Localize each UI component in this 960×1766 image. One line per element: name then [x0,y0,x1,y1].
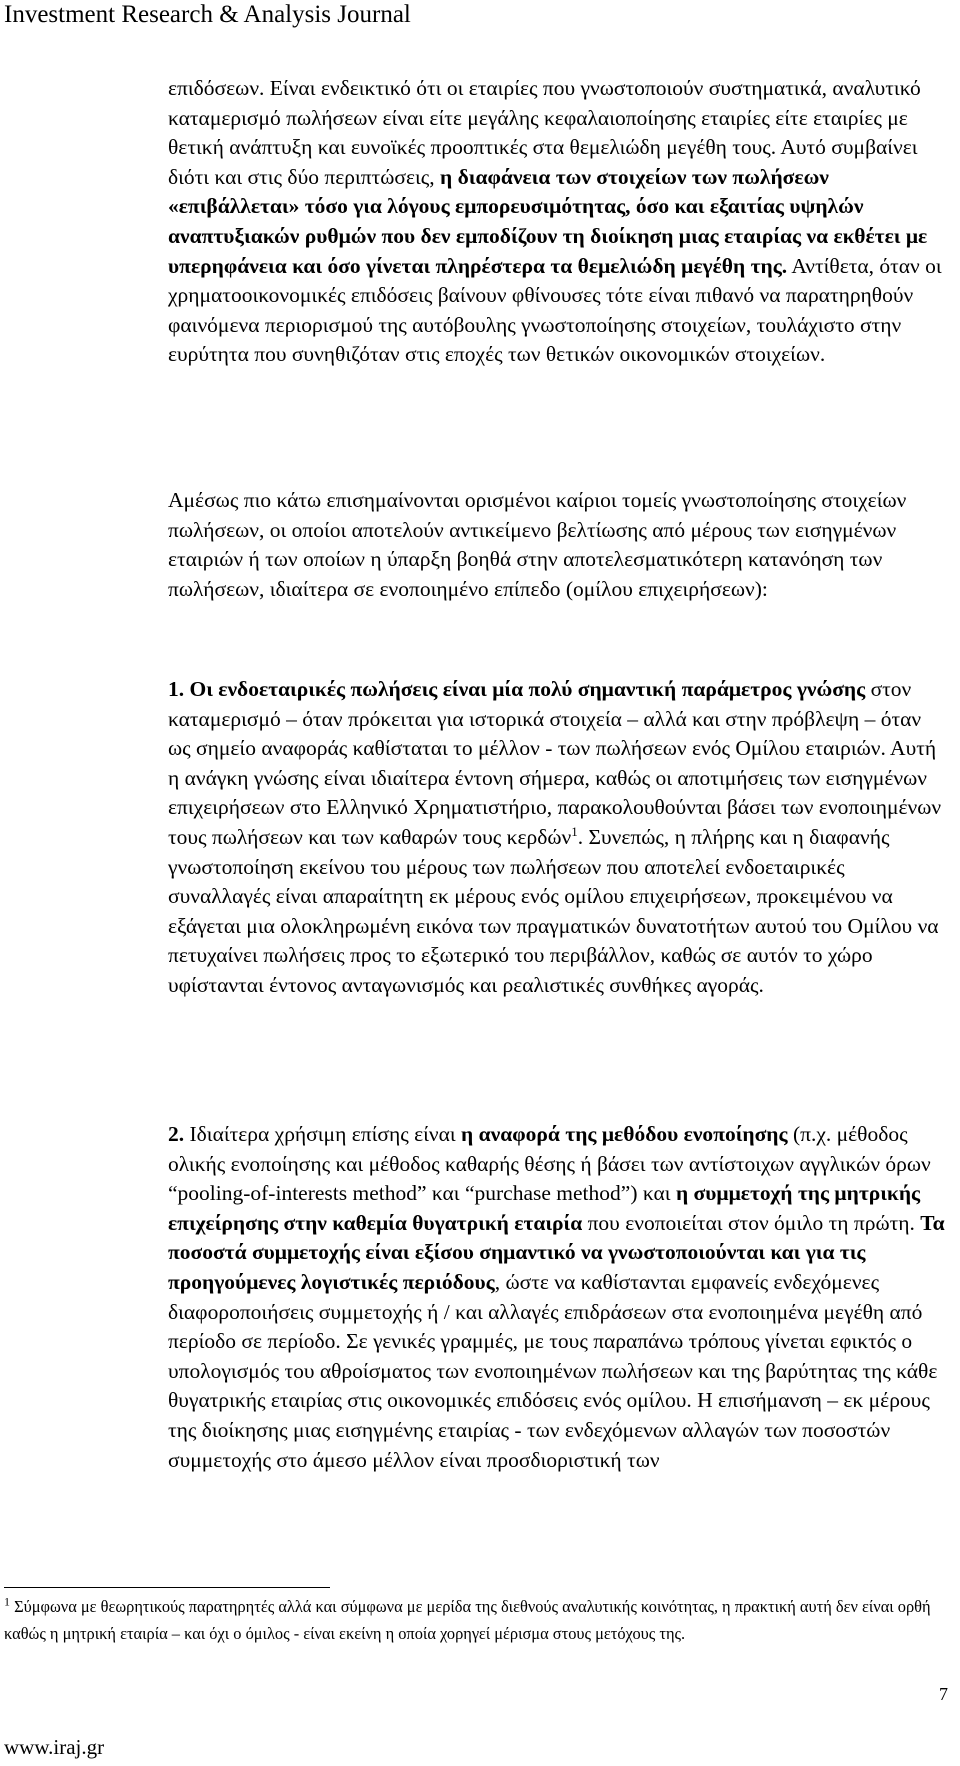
paragraph-3-text-a: στον καταμερισμό – όταν πρόκειται για ιστορικά στοιχεία – αλλά και στην πρόβλεψη – όταν ως σημείο αναφοράς καθίσταται το μέλλον - των πωλήσεων ενός Ομίλου εταιριών. Αυτή η ανάγκη γνώσης είναι ιδιαίτερα έντονη σήμερα, καθώς οι αποτιμήσεις των εισηγμένων επιχειρήσεων στο Ελληνικό Χρηματιστήριο, παρακολουθούνται βάσει των ενοποιημένων τους πωλήσεων και των καθαρών τους κερδών [168,677,942,849]
paragraph-3-text-b: . Συνεπώς, η πλήρης και η διαφανής γνωστοποίηση εκείνου του μέρους των πωλήσεων που αποτελεί ενδοεταιρικές συναλλαγές είναι απαραίτητη εκ μέρους ενός ομίλου επιχειρήσεων, προκειμένου να εξάγεται μια ολοκληρωμένη εικόνα των πραγματικών δυνατοτήτων αυτού του Ομίλου να πετυχαίνει πωλήσεις προς το εξωτερικό του περιβάλλον, καθώς σε αυτόν το χώρο υφίστανται έντονος ανταγωνισμός και ρεαλιστικές συνθήκες αγοράς. [168,824,939,997]
page-number: 7 [939,1684,948,1704]
paragraph-4-text-0: Ιδιαίτερα χρήσιμη επίσης είναι [184,1122,462,1146]
footnote [4,1594,956,1647]
paragraph-3-bold: 1. Οι ενδοεταιρικές πωλήσεις είναι μία πολύ σημαντική παράμετρος γνώσης [168,677,866,701]
paragraph-4-bold-2: η συμμετοχή της μητρικής επιχείρησης στην καθεμία θυγατρική εταιρία [168,1181,921,1235]
paragraph-1-text-a: επιδόσεων. Είναι ενδεικτικό ότι οι εταιρίες που γνωστοποιούν συστηματικά, αναλυτικό καταμερισμό πωλήσεων είναι είτε μεγάλης κεφαλαιοποίησης εταιρίες είτε εταιρίες με θετική ανάπτυξη και ευνοϊκές προοπτικές στα θεμελιώδη μεγέθη τους. Αυτό συμβαίνει διότι και στις δύο περιπτώσεις, [168,76,921,189]
paragraph-4-text-2: που ενοποιείται στον όμιλο τη πρώτη. [582,1210,921,1235]
website-link[interactable]: www.iraj.gr [4,1735,105,1759]
paragraph-3 [168,675,948,1001]
paragraph-4 [168,1120,948,1475]
journal-title: Investment Research & Analysis Journal [4,1,411,28]
paragraph-4-bold-3: Τα ποσοστά συμμετοχής είναι εξίσου σημαντικό να γνωστοποιούνται και για τις προηγούμενες λογιστικές περιόδους [168,1210,945,1294]
paragraph-2-text: Αμέσως πιο κάτω επισημαίνονται ορισμένοι καίριοι τομείς γνωστοποίησης στοιχείων πωλήσεων, οι οποίοι αποτελούν αντικείμενο βελτίωσης από μέρους των εισηγμένων εταιριών ή των οποίων η ύπαρξη βοηθά στην αποτελεσματικότερη κατανόηση των πωλήσεων, ιδιαίτερα σε ενοποιημένο επίπεδο (ομίλου επιχειρήσεων): [168,488,907,601]
paragraph-4-bold-1: η αναφορά της μεθόδου ενοποίησης [461,1122,788,1146]
footnote-divider [4,1587,330,1588]
paragraph-1-bold: η διαφάνεια των στοιχείων των πωλήσεων «επιβάλλεται» τόσο για λόγους εμπορευσιμότητας, όσο και εξαιτίας υψηλών αναπτυξιακών ρυθμών που δεν εμποδίζουν τη διοίκηση μιας εταιρίας να εκθέτει με υπερηφάνεια και όσο γίνεται πληρέστερα τα θεμελιώδη μεγέθη της. [168,164,928,278]
paragraph-2 [168,486,948,604]
paragraph-4-text-3: , ώστε να καθίστανται εμφανείς ενδεχόμενες διαφοροποιήσεις συμμετοχής ή / και αλλαγές επιδράσεων στα ενοποιημένα μεγέθη από περίοδο σε περίοδο. Σε γενικές γραμμές, με τους παραπάνω τρόπους γίνεται εφικτός ο υπολογισμός του αθροίσματος των ενοποιημένων πωλήσεων και της βαρύτητας της κάθε θυγατρικής εταιρίας στις οικονομικές επιδόσεις ενός ομίλου. Η επισήμανση – εκ μέρους της διοίκησης μιας εισηγμένης εταιρίας - των ενδεχόμενων αλλαγών των ποσοστών συμμετοχής στο άμεσο μέλλον είναι προσδιοριστική των [168,1269,938,1472]
footnote-number: 1 [4,1594,10,1609]
paragraph-1 [168,74,948,370]
paragraph-1-text-b: Αντίθετα, όταν οι χρηματοοικονομικές επιδόσεις βαίνουν φθίνουσες τότε είναι πιθανό να παρατηρηθούν φαινόμενα περιορισμού της αυτόβουλης γνωστοποίησης στοιχείων, τουλάχιστο στην ευρύτητα που συνηθιζόταν στις εποχές των θετικών οικονομικών στοιχείων. [168,253,942,367]
paragraph-4-number: 2. [168,1122,185,1146]
paragraph-4-text-1: (π.χ. μέθοδος ολικής ενοποίησης και μέθοδος καθαρής θέσης ή βάσει των αντίστοιχων αγγλικών όρων “pooling-of-interests method” και “purchase method”) και [168,1122,931,1206]
footnote-reference[interactable]: 1 [571,823,578,839]
footnote-text: Σύμφωνα με θεωρητικούς παρατηρητές αλλά και σύμφωνα με μερίδα της διεθνούς αναλυτικής κοινότητας, η πρακτική αυτή δεν είναι ορθή καθώς η μητρική εταιρία – και όχι ο όμιλος - είναι εκείνη η οποία χορηγεί μέρισμα στους μετόχους της. [4,1597,931,1643]
